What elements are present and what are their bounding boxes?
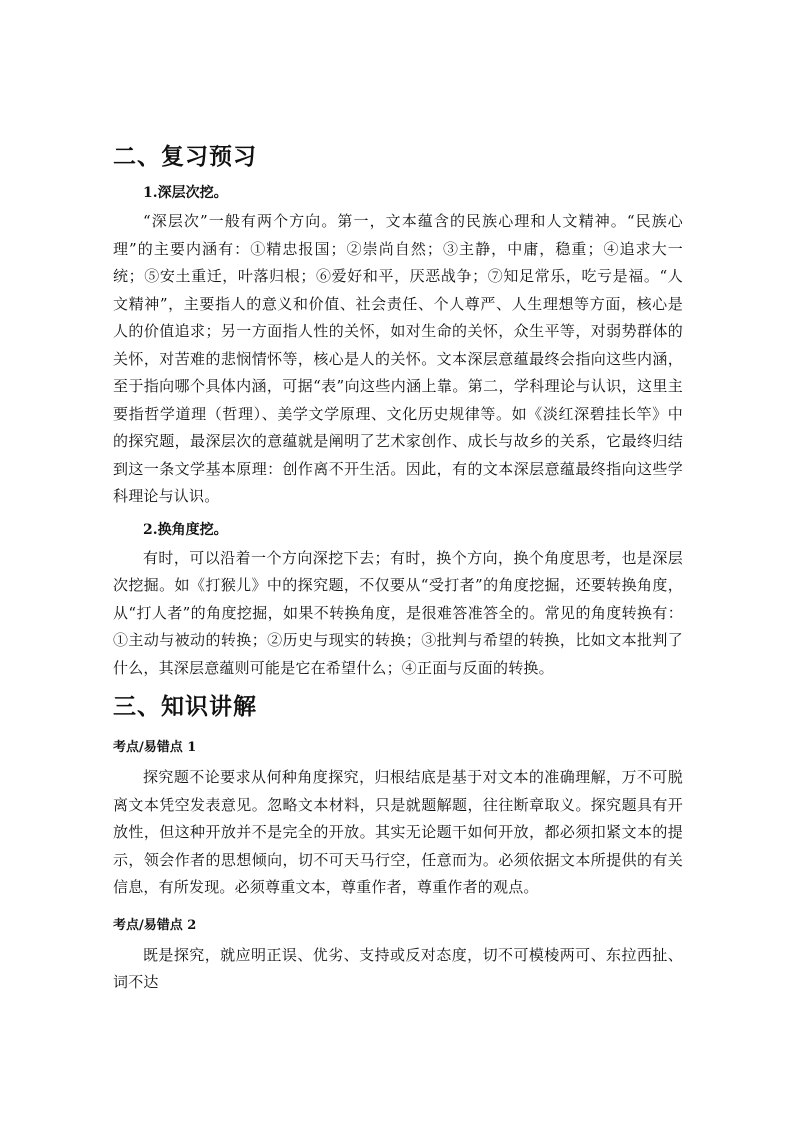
key-point-1-label: 考点/易错点 1 (113, 740, 197, 755)
key-point-2-label: 考点/易错点 2 (113, 917, 197, 933)
key-point-2-paragraph: 既是探究，就应明正误、优劣、支持或反对态度，切不可模棱两可、东拉西扯、词不达 (113, 945, 683, 991)
document-body (113, 140, 683, 997)
key-point-1-paragraph: 探究题不论要求从何种角度探究，归根结底是基于对文本的准确理解，万不可脱离文本凭空发表意见。忽略文本材料，只是就题解题，往往断章取义。探究题具有开放性，但这种开放并不是完全的开放。其实无论题干如何开放，都必须扣紧文本的提示，领会作者的思想倾向，切不可天马行空，任意而为。必须依据文本所提供的有关信息，有所发现。必须尊重文本，尊重作者，尊重作者的观点。 (113, 768, 683, 896)
section-heading-review: 二、复习预习 (113, 144, 257, 170)
subheading-deep-dig: 1.深层次挖。 (143, 185, 228, 201)
paragraph-change-angle: 有时，可以沿着一个方向深挖下去；有时，换个方向，换个角度思考，也是深层次挖掘。如《打猴儿》中的探究题，不仅要从“受打者”的角度挖掘，还要转换角度，从“打人者”的角度挖掘，如果不转换角度，是很难答准答全的。常见的角度转换有：①主动与被动的转换；②历史与现实的转换；③批判与希望的转换，比如文本批判了什么，其深层意蕴则可能是它在希望什么；④正面与反面的转换。 (113, 548, 683, 677)
section-heading-knowledge: 三、知识讲解 (113, 694, 257, 720)
subheading-change-angle: 2.换角度挖。 (143, 521, 228, 538)
paragraph-deep-levels: “深层次”一般有两个方向。第一，文本蕴含的民族心理和人文精神。“民族心理”的主要内涵有：①精忠报国；②崇尚自然；③主静，中庸，稳重；④追求大一统；⑤安土重迁，叶落归根；⑥爱好和平，厌恶战争；⑦知足常乐，吃亏是福。“人文精神”，主要指人的意义和价值、社会责任、个人尊严、人生理想等方面，核心是人的价值追求；另一方面指人性的关怀，如对生命的关怀，众生平等，对弱势群体的关怀，对苦难的悲悯情怀等，核心是人的关怀。文本深层意蕴最终会指向这些内涵，至于指向哪个具体内涵，可据“表”向这些内涵上靠。第二，学科理论与认识，这里主要指哲学道理（哲理）、美学文学原理、文化历史规律等。如《淡红深碧挂长竿》中的探究题，最深层次的意蕴就是阐明了艺术家创作、成长与故乡的关系，它最终归结到这一条文学基本原理：创作离不开生活。因此，有的文本深层意蕴最终指向这些学科理论与认识。 (113, 212, 683, 505)
